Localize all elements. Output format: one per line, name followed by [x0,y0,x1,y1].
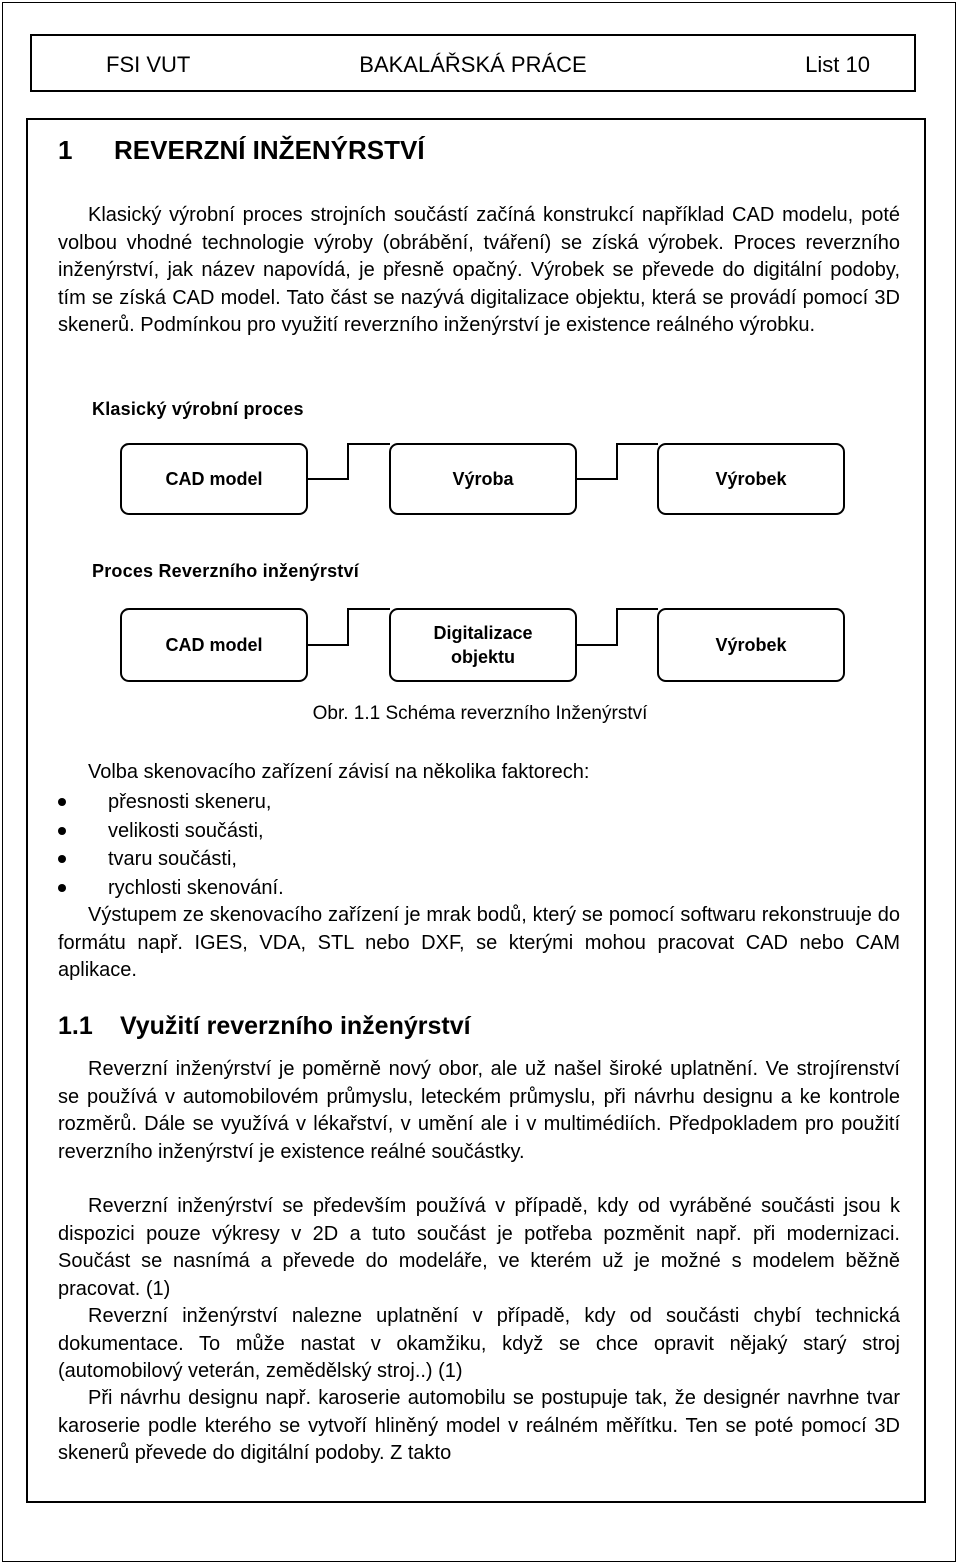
section-number: 1.1 [58,1012,93,1040]
bullet-icon [58,798,66,806]
output-paragraph [58,902,900,985]
intro-paragraph [58,202,900,340]
chapter-title: REVERZNÍ INŽENÝRSTVÍ [114,135,425,165]
output-paragraph-text: Výstupem ze skenovacího zařízení je mrak bodů, který se pomocí softwaru rekonstruuje do formátu např. IGES, VDA, STL nebo DXF, se kterými mohou pracovat CAD nebo CAM aplikace. [58,904,900,981]
bullet-icon [58,827,66,835]
factor-list [58,788,284,902]
list-item: rychlosti skenování. [58,874,284,903]
list-item: přesnosti skeneru, [58,788,284,817]
chapter-number: 1 [58,135,73,165]
header-document-type: BAKALÁŘSKÁ PRÁCE [359,52,587,77]
section-paragraph-4: Při návrhu designu např. karoserie automobilu se postupuje tak, že designér navrhne tvar karoserie podle kterého se vytvoří hliněný model v reálném měřítku. Ten se poté pomocí 3D skenerů převede do digitální podoby. Z takto [58,1387,900,1464]
section-paragraph-3: Reverzní inženýrství nalezne uplatnění v případě, kdy od součásti chybí technická dokumentace. To může nastat v okamžiku, když se chce opravit nějaký starý stroj (automobilový veterán, zemědělský stroj..) (1) [58,1305,900,1382]
diagram-label-reverse: Proces Reverzního inženýrství [92,561,359,581]
section-paragraph-1: Reverzní inženýrství je poměrně nový obor, ale už našel široké uplatnění. Ve strojírenství se používá v automobilovém průmyslu, leteckém průmyslu, při návrhu designu a ke kontrole rozměrů. Dále se využívá v lékařství, v umění ale i v multimédiích. Předpokladem pro použití reverzního inženýrství je existence reálné součástky. [58,1058,900,1163]
section-heading [58,1010,471,1042]
list-item: tvaru součásti, [58,845,284,874]
bullet-icon [58,884,66,892]
section-title: Využití reverzního inženýrství [120,1012,471,1040]
diagram-label-classic: Klasický výrobní proces [92,399,304,419]
header-page-number: List 10 [805,52,870,77]
list-item: velikosti součásti, [58,817,284,846]
list-intro: Volba skenovacího zařízení závisí na několika faktorech: [88,761,590,783]
chapter-heading [58,134,425,166]
diagram-box-vyrobek: Výrobek [715,469,787,489]
diagram-box-cad-model-reverse: CAD model [165,635,263,655]
figure-caption: Obr. 1.1 Schéma reverzního Inženýrství [312,703,648,724]
intro-paragraph-text: Klasický výrobní proces strojních součástí začíná konstrukcí například CAD modelu, poté volbou vhodné technologie výroby (obrábění, tváření) se získá výrobek. Proces reverzního inženýrství, jak název napovídá, je přesně opačný. Výrobek se převede do digitální podoby, tím se získá CAD model. Tato část se nazývá digitalizace objektu, která se provádí pomocí 3D skenerů. Podmínkou pro využití reverzního inženýrství je existence reálného výrobku. [58,204,900,336]
header-faculty: FSI VUT [106,52,191,77]
bullet-icon [58,855,66,863]
diagram-box-digitalizace: Digitalizace objektu [433,623,533,667]
diagram-box-vyroba: Výroba [452,469,514,489]
page-header [30,34,916,92]
diagram-box-vyrobek-reverse: Výrobek [715,635,787,655]
diagram-box-cad-model: CAD model [165,469,263,489]
section-paragraph-2: Reverzní inženýrství se především používá v případě, kdy od vyráběné součásti jsou k dispozici pouze výkresy v 2D a tuto součást je potřeba pozměnit např. při modernizaci. Součást se nasnímá a převede do modeláře, ve kterém už je možné s modelem běžně pracovat. (1) [58,1195,900,1300]
